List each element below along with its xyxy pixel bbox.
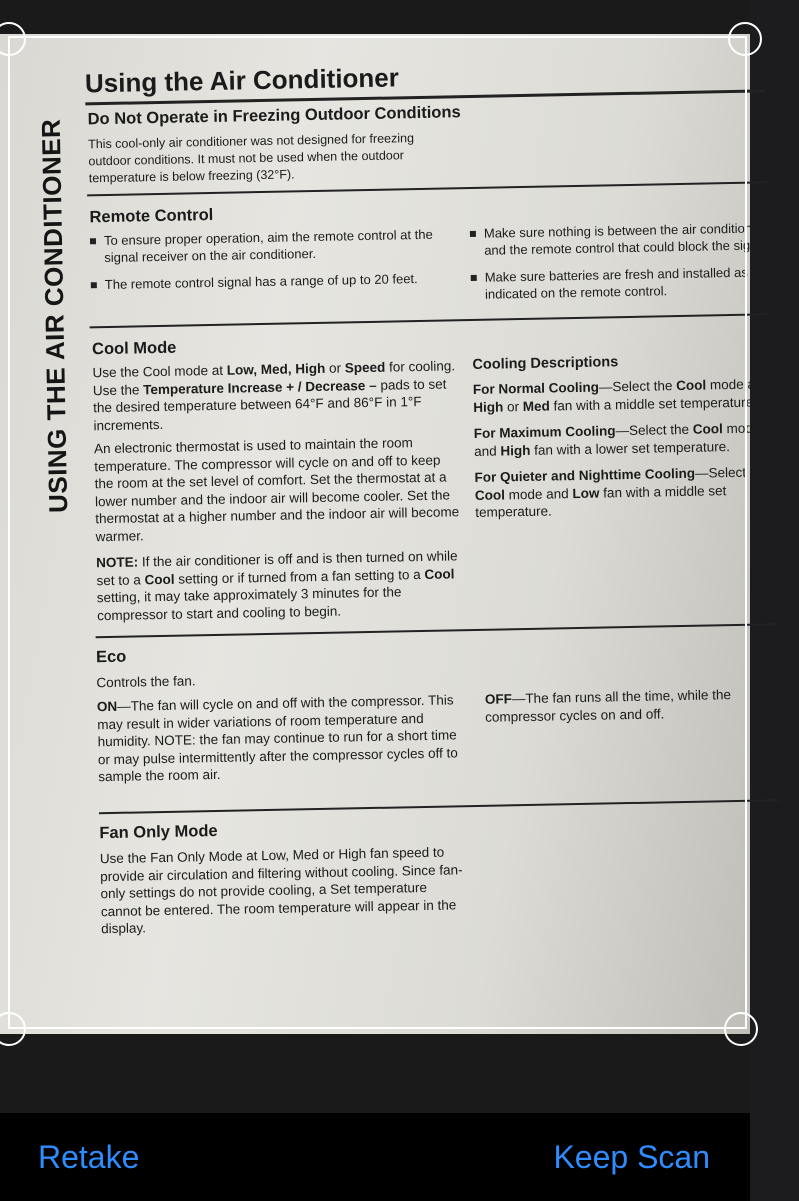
cool-mode-note: NOTE: If the air conditioner is off and is then turned on while set to a Cool setting or if turned from a fan setting to a Cool setting, it may take approximately 3 minutes for the compressor to start and cooling to begin. (96, 548, 458, 623)
eco-off-description: OFF—The fan runs all the time, while the compressor cycles on and off. (484, 687, 732, 725)
freezing-line-3: temperature is below freezing (32°F). (88, 167, 295, 186)
freezing-line-2: outdoor conditions. It must not be used when the outdoor (88, 148, 405, 169)
cooling-descriptions-heading: Cooling Descriptions (472, 354, 619, 373)
cool-mode-heading: Cool Mode (91, 338, 177, 359)
cool-mode-paragraph-1: Use the Cool mode at Low, Med, High or Speed for cooling. Use the Temperature Increase + / Decrease – pads to set the desired temperature between 64°F and 86°F in 1°F increments. (92, 358, 456, 433)
side-title: USING THE AIR CONDITIONER (35, 118, 74, 514)
keep-scan-button[interactable]: Keep Scan (553, 1139, 710, 1175)
remote-heading: Remote Control (89, 205, 214, 227)
eco-intro: Controls the fan. (96, 673, 196, 691)
freezing-heading: Do Not Operate in Freezing Outdoor Conditions (87, 103, 461, 129)
bottom-toolbar (0, 1113, 750, 1201)
eco-on-description: ON—The fan will cycle on and off with the compressor. This may result in wider variations of room temperature and humidity. NOTE: the fan may continue to run for a short time or may pulse intermittently after the compressor cycles off to sample the room air. (96, 692, 458, 785)
fan-only-heading: Fan Only Mode (99, 821, 218, 843)
quiet-cooling-description: For Quieter and Nighttime Cooling—Select the Cool mode and Low fan with a middle set temperature. (474, 464, 769, 520)
cool-mode-paragraph-2: An electronic thermostat is used to maintain the room temperature. The compressor will cycle on and off to keep the room at the set level of comfort. Set the thermostat at a lower number and the indoor air will become cooler. Set the thermostat at a higher number and the indoor air will become warmer. (93, 435, 460, 544)
remote-bullet-1: To ensure proper operation, aim the remote control at the signal receiver on the air conditioner. (90, 225, 465, 266)
crop-handle-bottom-right[interactable] (724, 1012, 758, 1046)
crop-handle-top-right[interactable] (728, 22, 762, 56)
remote-bullet-3: Make sure nothing is between the air conditioner and the remote control that could block the signal. (470, 219, 785, 259)
divider (90, 313, 770, 328)
freezing-line-1: This cool-only air conditioner was not designed for freezing (87, 131, 415, 152)
maximum-cooling-description: For Maximum Cooling—Select the Cool mode and High fan with a lower set temperature. (473, 420, 761, 459)
retake-button[interactable]: Retake (38, 1139, 140, 1175)
normal-cooling-description: For Normal Cooling—Select the Cool mode and High or Med fan with a middle set temperature. (472, 376, 771, 415)
remote-bullet-4: Make sure batteries are fresh and installed as indicated on the remote control. (471, 263, 786, 303)
scanned-document (0, 34, 772, 1034)
page-title: Using the Air Conditioner (84, 62, 400, 99)
remote-bullet-2: The remote control signal has a range of up to 20 feet. (91, 269, 465, 293)
divider (96, 623, 776, 638)
divider (99, 799, 779, 814)
eco-heading: Eco (95, 647, 127, 667)
fan-only-description: Use the Fan Only Mode at Low, Med or High fan speed to provide air circulation and filtering without cooling. Since fan-only settings do not provide cooling, a Set temperature cannot be entered. The room temperature will appear in the display. (99, 844, 463, 937)
